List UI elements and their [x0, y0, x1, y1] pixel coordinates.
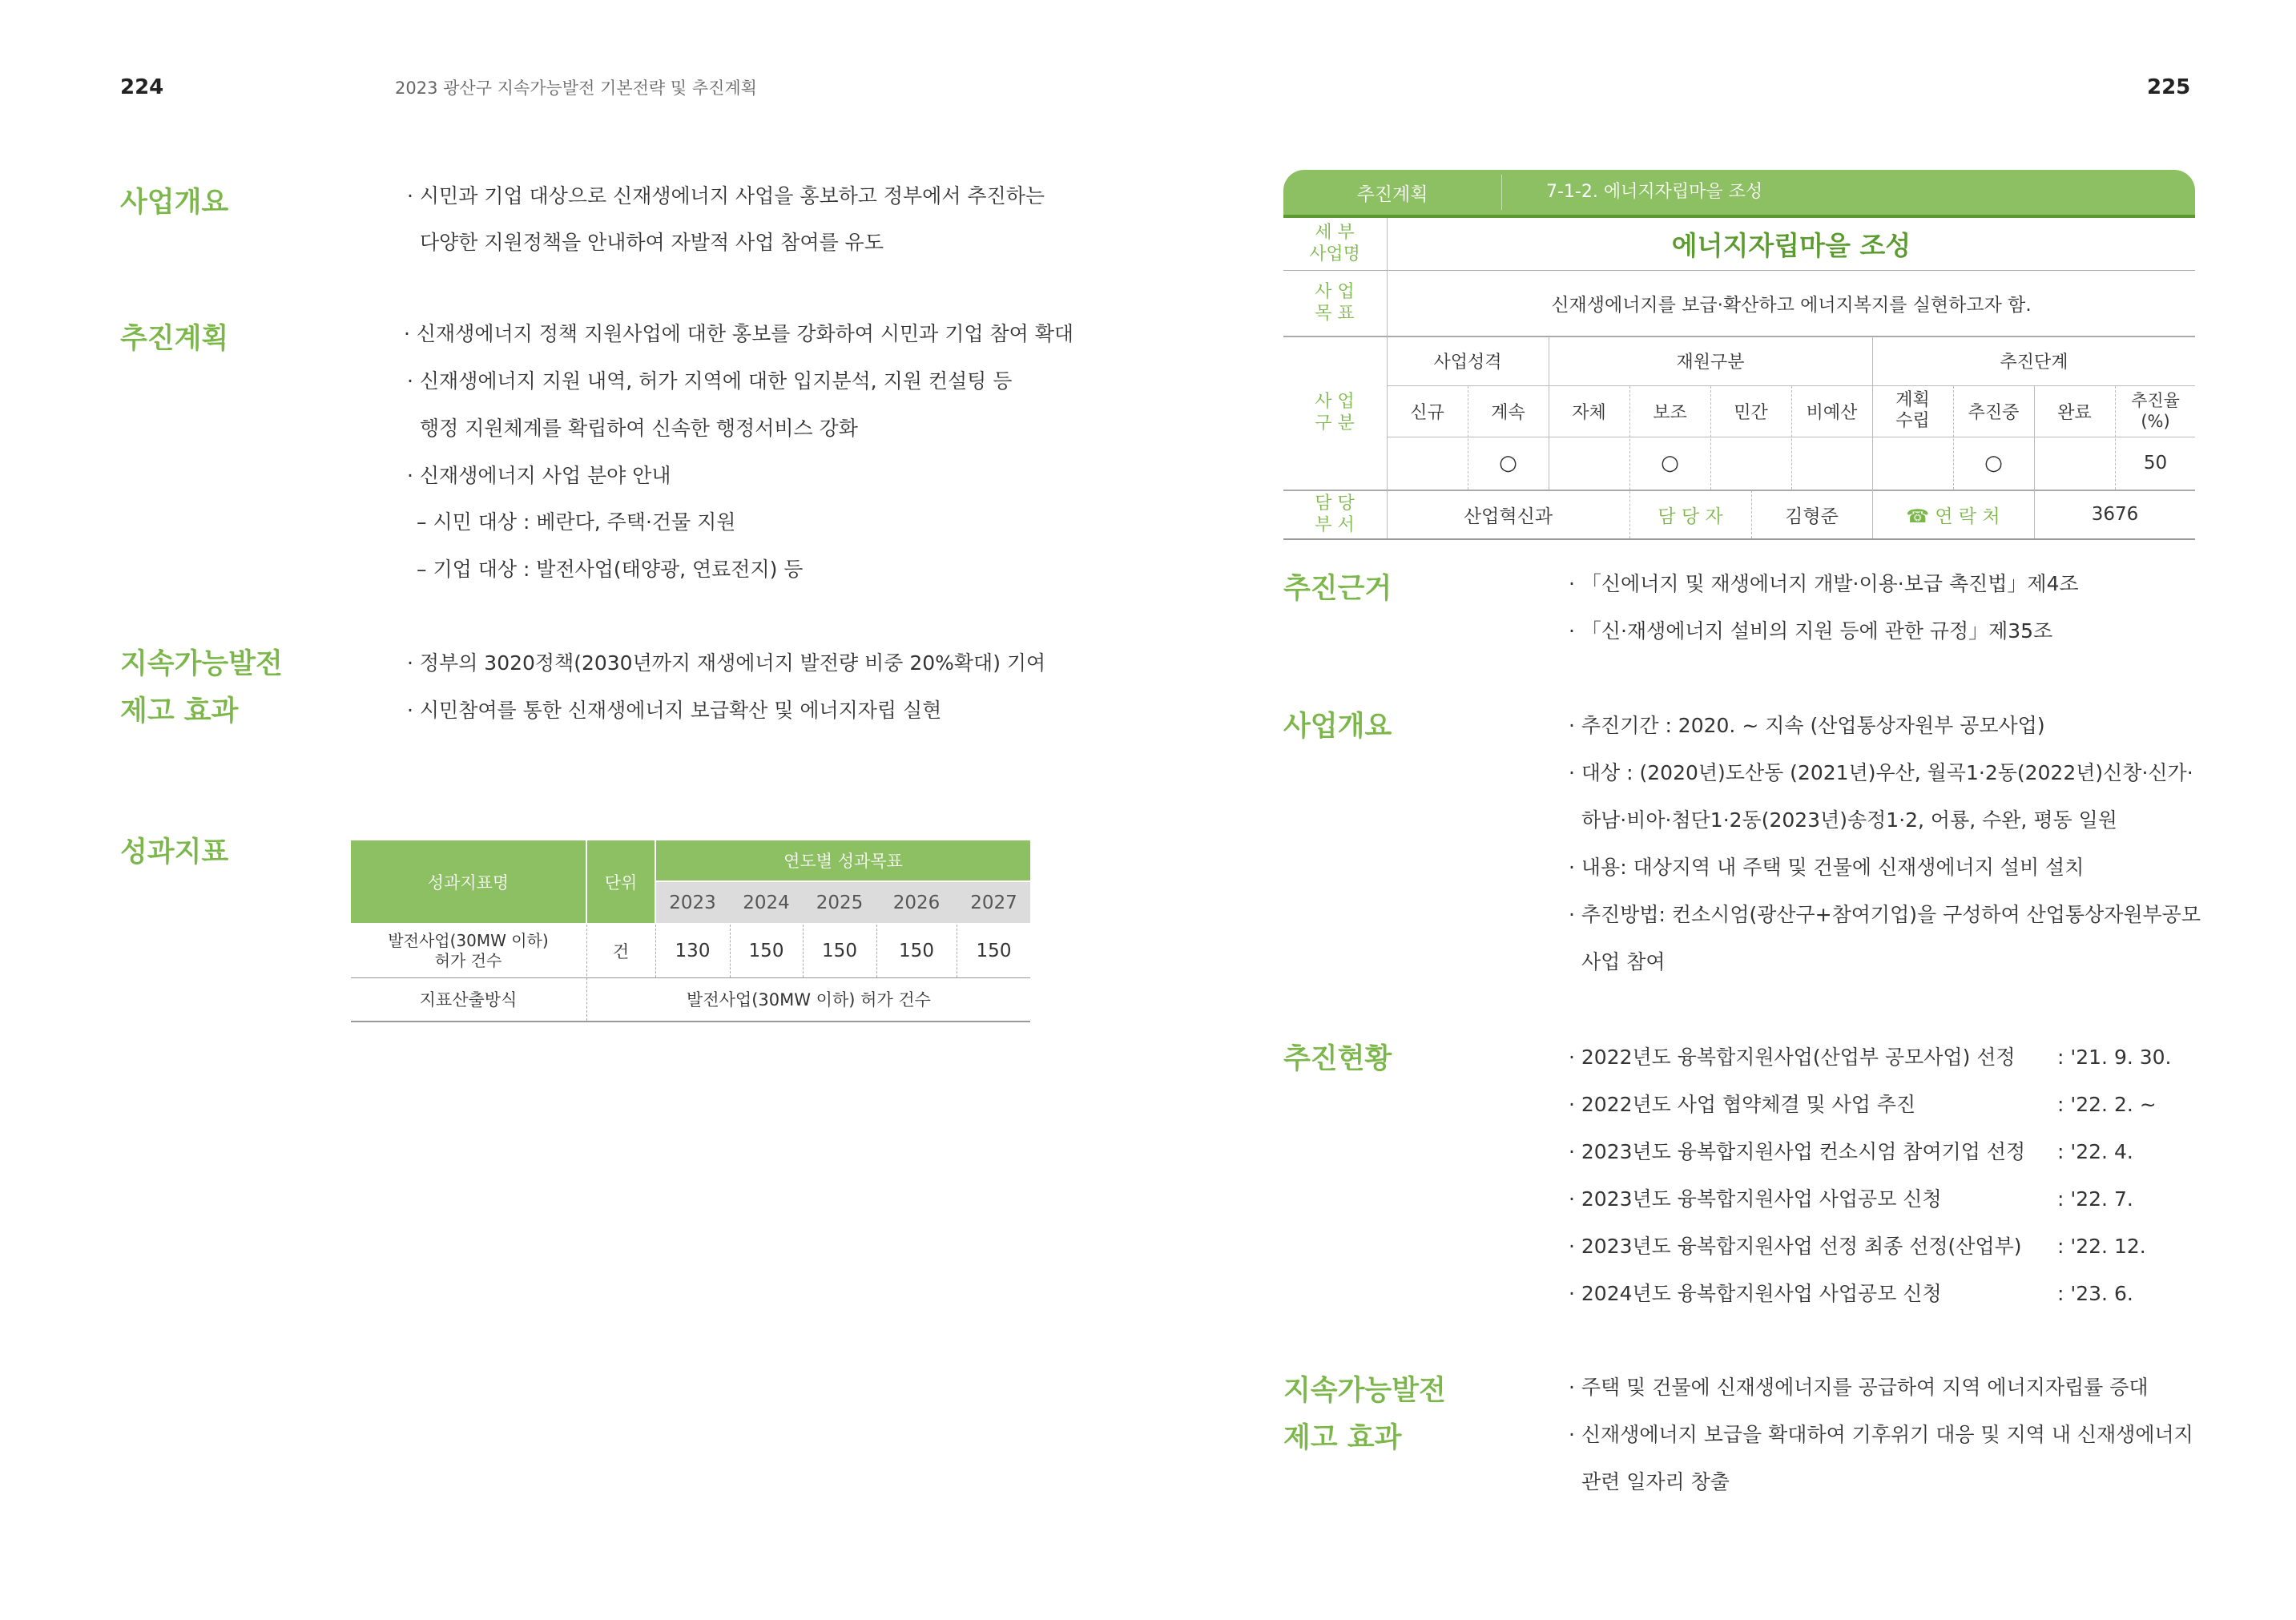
kpi-vline [655, 925, 656, 977]
group-nature: 사업성격 [1433, 352, 1502, 373]
sub-plan-line-1: 계획 [1895, 390, 1930, 410]
manager-name: 김형준 [1785, 506, 1839, 527]
goal-text: 신재생에너지를 보급·확산하고 에너지복지를 실현하고자 함. [1551, 294, 2032, 316]
kpi-col-name: 성과지표명 [427, 872, 510, 893]
category-label-line-2: 구 분 [1315, 413, 1355, 433]
left-effect-line-2: · 시민참여를 통한 신재생에너지 보급확산 및 에너지자립 실현 [407, 699, 942, 722]
sub-continue: 계속 [1491, 402, 1525, 423]
project-name: 에너지자립마을 조성 [1671, 229, 1911, 261]
kpi-row-name-line-2: 허가 건수 [434, 950, 502, 970]
left-plan-line-2: · 신재생에너지 지원 내역, 허가 지역에 대한 입지분석, 지원 컨설팅 등 [407, 369, 1013, 393]
kpi-value-2023: 130 [675, 940, 711, 961]
kpi-col-unit: 단위 [604, 872, 638, 893]
dept-label [1283, 490, 1386, 538]
status-item-date: : '22. 12. [2057, 1235, 2146, 1258]
sub-done: 완료 [2057, 402, 2092, 423]
status-item-date: : '22. 2. ~ [2057, 1093, 2157, 1116]
kpi-year-2025: 2025 [816, 892, 864, 913]
mark-ongoing: ○ [1984, 451, 2003, 475]
kpi-table-bottom [351, 1021, 1030, 1022]
right-overview-line-1: · 추진기간 : 2020. ~ 지속 (산업통상자원부 공모사업) [1569, 714, 2045, 737]
left-kpi-title: 성과지표 [120, 836, 229, 868]
goal-label-line-2: 목 표 [1315, 304, 1355, 324]
left-overview-line-2: 다양한 지원정책을 안내하여 자발적 사업 참여를 유도 [420, 231, 884, 254]
group-stage: 추진단계 [2000, 352, 2068, 373]
goal-label [1283, 271, 1386, 335]
sub-new: 신규 [1410, 402, 1444, 423]
status-item-text: · 2023년도 융복합지원사업 사업공모 신청 [1569, 1187, 1942, 1211]
left-plan-title: 추진계획 [120, 323, 229, 355]
project-name-label-line-2: 사업명 [1309, 244, 1360, 264]
plan-header-value: 7-1-2. 에너지자립마을 조성 [1546, 182, 1763, 202]
project-name-label [1283, 218, 1386, 269]
status-item-text: · 2023년도 융복합지원사업 선정 최종 선정(산업부) [1569, 1235, 2022, 1258]
group-finance: 재원구분 [1676, 352, 1745, 373]
manager-label: 담 당 자 [1658, 506, 1723, 527]
left-plan-line-6: – 기업 대상 : 발전사업(태양광, 연료전지) 등 [417, 558, 804, 581]
dept-label-line-1: 담 당 [1315, 494, 1355, 514]
kpi-method-label: 지표산출방식 [419, 990, 518, 1009]
status-item-text: · 2024년도 융복합지원사업 사업공모 신청 [1569, 1282, 1942, 1305]
right-effect-title-2: 제고 효과 [1283, 1422, 1402, 1454]
sub-rate-line-2: (%) [2141, 412, 2170, 431]
kpi-value-2025: 150 [822, 940, 857, 961]
kpi-year-2024: 2024 [743, 892, 790, 913]
running-title: 2023 광산구 지속가능발전 기본전략 및 추진계획 [395, 79, 757, 98]
status-item-date: : '22. 4. [2057, 1140, 2133, 1163]
right-effect-line-1: · 주택 및 건물에 신재생에너지를 공급하여 지역 에너지자립률 증대 [1569, 1376, 2149, 1399]
kpi-vline [803, 925, 804, 977]
kpi-vline [586, 925, 587, 1021]
contact-label: ☎ 연 락 처 [1906, 506, 2000, 527]
right-effect-line-3: 관련 일자리 창출 [1581, 1470, 1730, 1493]
rate-value: 50 [2143, 453, 2168, 474]
left-plan-line-1: · 신재생에너지 정책 지원사업에 대한 홍보를 강화하여 시민과 기업 참여 확대 [404, 322, 1074, 345]
right-overview-line-3: 하남·비아·첨단1·2동(2023년)송정1·2, 어룡, 수완, 평동 일원 [1581, 808, 2117, 832]
sub-rate-line-1: 추진율 [2131, 391, 2180, 410]
goal-label-line-1: 사 업 [1315, 282, 1355, 302]
contact-value: 3676 [2091, 504, 2139, 525]
category-label [1283, 336, 1386, 489]
sub-plan-line-2: 수립 [1895, 411, 1930, 431]
right-overview-title: 사업개요 [1283, 711, 1392, 743]
left-plan-line-4: · 신재생에너지 사업 분야 안내 [407, 464, 671, 487]
right-effect-title-1: 지속가능발전 [1283, 1375, 1446, 1407]
left-overview-line-1: · 시민과 기업 대상으로 신재생에너지 사업을 홍보하고 정부에서 추진하는 [407, 184, 1045, 208]
right-status-title: 추진현황 [1283, 1043, 1392, 1075]
left-effect-title-1: 지속가능발전 [120, 648, 283, 680]
left-plan-line-5: – 시민 대상 : 베란다, 주택·건물 지원 [417, 510, 736, 534]
mark-subsidy: ○ [1661, 451, 1679, 475]
left-effect-title-2: 제고 효과 [120, 695, 239, 727]
sub-subsidy: 보조 [1653, 402, 1687, 423]
sub-plan [1873, 386, 1952, 436]
sub-ongoing: 추진중 [1968, 402, 2020, 423]
kpi-row-name-line-1: 발전사업(30MW 이하) [388, 930, 549, 950]
right-overview-line-2: · 대상 : (2020년)도산동 (2021년)우산, 월곡1·2동(2022년)신창·신가· [1569, 761, 2193, 784]
sub-rate [2116, 386, 2195, 436]
status-item-date: : '22. 7. [2057, 1187, 2133, 1211]
dept-name: 산업혁신과 [1463, 506, 1553, 527]
mark-continue: ○ [1499, 451, 1517, 475]
right-effect-line-2: · 신재생에너지 보급을 확대하여 기후위기 대응 및 지역 내 신재생에너지 [1569, 1423, 2193, 1446]
status-item-date: : '23. 6. [2057, 1282, 2133, 1305]
right-overview-line-5: · 추진방법: 컨소시엄(광산구+참여기업)을 구성하여 산업통상자원부공모 [1569, 903, 2201, 926]
right-overview-line-6: 사업 참여 [1581, 950, 1666, 973]
status-item-text: · 2022년도 사업 협약체결 및 사업 추진 [1569, 1093, 1916, 1116]
kpi-year-2023: 2023 [669, 892, 716, 913]
right-page-number: 225 [2147, 75, 2191, 99]
status-item-text: · 2022년도 융복합지원사업(산업부 공모사업) 선정 [1569, 1046, 2016, 1069]
category-label-line-1: 사 업 [1315, 392, 1355, 412]
right-basis-line-1: · 「신에너지 및 재생에너지 개발·이용·보급 촉진법」제4조 [1569, 572, 2079, 595]
right-basis-line-2: · 「신·재생에너지 설비의 지원 등에 관한 규정」제35조 [1569, 619, 2053, 643]
kpi-value-2026: 150 [899, 940, 934, 961]
kpi-row-divider [351, 977, 1030, 978]
dept-label-line-2: 부 서 [1315, 515, 1355, 535]
status-item-date: : '21. 9. 30. [2057, 1046, 2172, 1069]
plan-header-label: 추진계획 [1356, 183, 1428, 205]
kpi-row-name [351, 925, 586, 977]
kpi-method-value: 발전사업(30MW 이하) 허가 건수 [687, 990, 931, 1009]
left-overview-title: 사업개요 [120, 187, 229, 219]
sub-private: 민간 [1734, 402, 1768, 423]
project-name-label-line-1: 세 부 [1315, 223, 1355, 243]
kpi-value-2027: 150 [976, 940, 1012, 961]
kpi-value-2024: 150 [748, 940, 784, 961]
status-item-text: · 2023년도 융복합지원사업 컨소시엄 참여기업 선정 [1569, 1140, 2026, 1163]
kpi-col-years-group: 연도별 성과목표 [783, 852, 903, 871]
kpi-vline [730, 925, 731, 977]
sub-own: 자체 [1572, 402, 1606, 423]
left-plan-line-3: 행정 지원체계를 확립하여 신속한 행정서비스 강화 [420, 417, 858, 440]
kpi-vline [876, 925, 877, 977]
kpi-year-2027: 2027 [970, 892, 1017, 913]
left-effect-line-1: · 정부의 3020정책(2030년까지 재생에너지 발전량 비중 20%확대) 기여 [407, 651, 1046, 675]
right-overview-line-4: · 내용: 대상지역 내 주택 및 건물에 신재생에너지 설비 설치 [1569, 856, 2085, 879]
sub-nonbudget: 비예산 [1806, 402, 1858, 423]
left-page-number: 224 [120, 75, 164, 99]
right-basis-title: 추진근거 [1283, 573, 1392, 605]
kpi-year-2026: 2026 [892, 892, 941, 913]
kpi-row-unit: 건 [612, 941, 630, 961]
